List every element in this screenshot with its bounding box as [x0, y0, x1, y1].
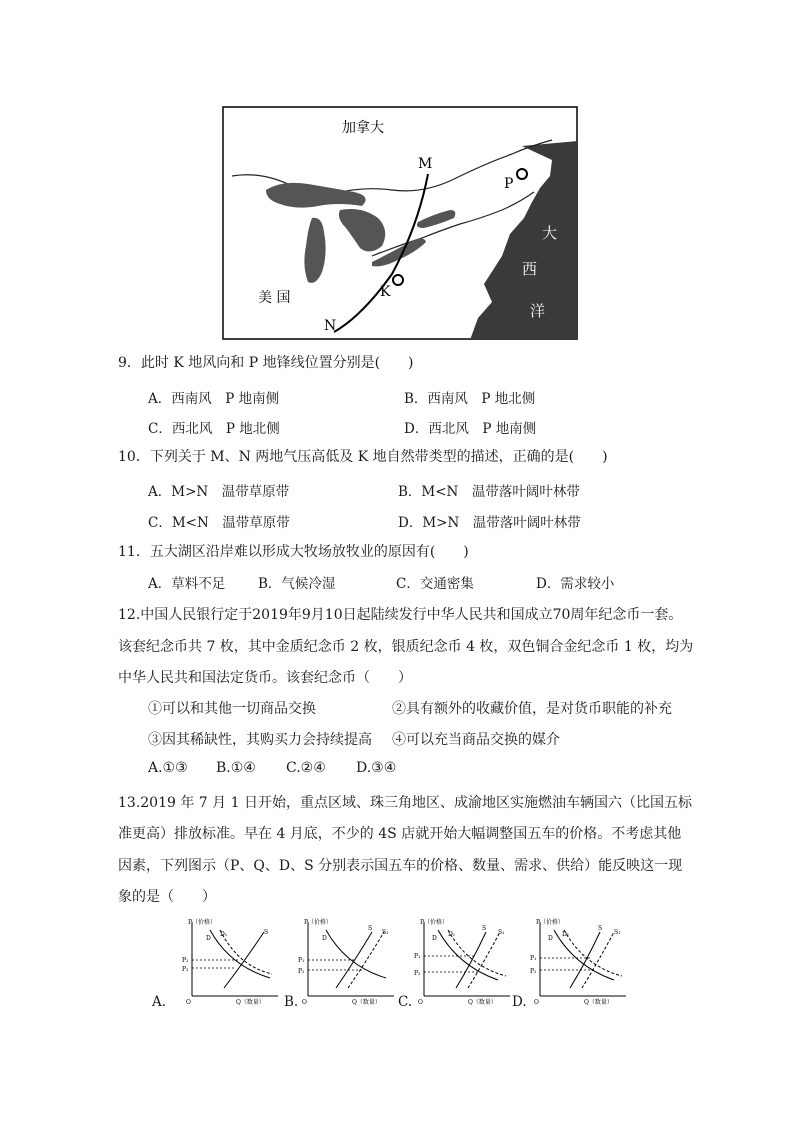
graph-b-axis-p: P（价格）	[304, 919, 333, 926]
graph-b-s1: S₁	[382, 929, 389, 936]
q9-option-d[interactable]: D．西北风 P 地南侧	[404, 421, 537, 437]
graph-d-s: S	[598, 925, 603, 932]
map-graphic	[222, 106, 578, 340]
graph-c-svg	[412, 916, 512, 1006]
graph-a[interactable]	[180, 916, 280, 1006]
q12-item-3: ③因其稀缺性，其购买力会持续提高	[148, 732, 372, 748]
q12-option-d[interactable]: D.③④	[356, 760, 397, 776]
q10-option-d[interactable]: D．M>N 温带落叶阔叶林带	[398, 515, 581, 531]
label-K: K	[380, 284, 391, 300]
label-canada: 加拿大	[342, 120, 384, 136]
graph-c-axis-q: Q（数量）	[468, 999, 497, 1006]
graph-b-p2: P₂	[298, 968, 305, 975]
great-lakes-map	[222, 106, 578, 340]
label-ocean-1: 大	[542, 224, 558, 242]
graph-b-svg	[296, 916, 396, 1006]
graph-d-d: D	[548, 935, 553, 942]
graph-d-origin: O	[534, 999, 539, 1006]
graph-d-p2: P₂	[530, 968, 537, 975]
q12-line-3: 中华人民共和国法定货币。该套纪念币（ ）	[118, 670, 412, 686]
q12-line-1: 12.中国人民银行定于2019年9月10日起陆续发行中华人民共和国成立70周年纪念币一套。	[118, 607, 683, 623]
graph-b-p1: P₁	[298, 957, 305, 964]
graph-d-axis-q: Q（数量）	[584, 999, 613, 1006]
graph-b-d: D	[322, 935, 327, 942]
graph-d-axis-p: P（价格）	[536, 919, 565, 926]
graph-b-origin: O	[302, 999, 307, 1006]
q12-item-2: ②具有额外的收藏价值，是对货币职能的补充	[392, 701, 672, 717]
q10-option-b[interactable]: B．M<N 温带落叶阔叶林带	[398, 484, 580, 500]
q13-option-a-label[interactable]: A.	[152, 994, 167, 1010]
graph-d-svg	[528, 916, 628, 1006]
q12-option-b[interactable]: B.①④	[216, 760, 256, 776]
q10-option-a[interactable]: A．M>N 温带草原带	[148, 484, 290, 500]
graph-a-axis-p: P（价格）	[188, 919, 217, 926]
graph-d[interactable]	[528, 916, 628, 1006]
graph-c-s: S	[482, 925, 487, 932]
q12-line-2: 该套纪念币共 7 枚，其中金质纪念币 2 枚，银质纪念币 4 枚，双色铜合金纪念币 1 枚，均为	[118, 639, 694, 655]
graph-b[interactable]	[296, 916, 396, 1006]
label-ocean-2: 西	[522, 260, 538, 278]
q9-stem: 9．此时 K 地风向和 P 地锋线位置分别是( )	[118, 355, 414, 371]
label-M: M	[418, 156, 433, 172]
graph-d-s1: S₁	[614, 929, 621, 936]
q10-stem: 10．下列关于 M、N 两地气压高低及 K 地自然带类型的描述，正确的是( )	[118, 449, 608, 465]
q11-option-c[interactable]: C．交通密集	[396, 576, 474, 592]
q10-option-c[interactable]: C．M<N 温带草原带	[148, 515, 290, 531]
graph-b-s: S	[368, 925, 373, 932]
q11-option-a[interactable]: A．草料不足	[148, 576, 226, 592]
graph-a-d1: D₁	[220, 931, 228, 938]
graph-a-axis-q: Q（数量）	[236, 999, 265, 1006]
q13-option-d-label[interactable]: D.	[512, 994, 527, 1010]
graph-a-origin: O	[186, 999, 191, 1006]
q12-item-4: ④可以充当商品交换的媒介	[392, 732, 560, 748]
graph-c-p2: P₂	[414, 970, 421, 977]
graph-a-svg	[180, 916, 280, 1006]
graph-c[interactable]	[412, 916, 512, 1006]
q13-line-1: 13.2019 年 7 月 1 日开始，重点区域、珠三角地区、成渝地区实施燃油车辆国六（比国五标	[118, 795, 692, 811]
graph-c-s1: S₁	[498, 929, 505, 936]
q12-option-a[interactable]: A.①③	[148, 760, 188, 776]
graph-c-d1: D₁	[448, 931, 456, 938]
graph-d-p1: P₁	[530, 955, 537, 962]
graph-a-p1: P₁	[182, 957, 189, 964]
graph-c-axis-p: P（价格）	[420, 919, 449, 926]
q12-item-1: ①可以和其他一切商品交换	[148, 701, 316, 717]
graph-c-d: D	[432, 935, 437, 942]
label-N: N	[324, 318, 337, 334]
graph-a-s: S	[264, 929, 269, 936]
graph-c-p1: P₁	[414, 953, 421, 960]
label-ocean-3: 洋	[530, 302, 546, 320]
q13-option-b-label[interactable]: B.	[284, 994, 299, 1010]
q11-option-b[interactable]: B．气候冷湿	[258, 576, 336, 592]
graph-b-axis-q: Q（数量）	[352, 999, 381, 1006]
q13-option-c-label[interactable]: C.	[398, 994, 413, 1010]
q13-line-4: 象的是（ ）	[118, 889, 216, 905]
q13-line-3: 因素，下列图示（P、Q、D、S 分别表示国五车的价格、数量、需求、供给）能反映这一现	[118, 858, 683, 874]
q11-option-d[interactable]: D．需求较小	[536, 576, 615, 592]
label-usa: 美 国	[258, 290, 291, 306]
q13-line-2: 准更高）排放标准。早在 4 月底，不少的 4S 店就开始大幅调整国五车的价格。不考虑其他	[118, 826, 682, 842]
graph-c-origin: O	[418, 999, 423, 1006]
q9-option-a[interactable]: A．西南风 P 地南侧	[148, 391, 280, 407]
q12-option-c[interactable]: C.②④	[286, 760, 326, 776]
graph-a-p2: P₂	[182, 966, 189, 973]
q9-option-c[interactable]: C．西北风 P 地北侧	[148, 421, 280, 437]
graph-d-d1: D₁	[562, 931, 570, 938]
graph-a-d: D	[206, 935, 211, 942]
q9-option-b[interactable]: B．西南风 P 地北侧	[404, 391, 536, 407]
q11-stem: 11．五大湖区沿岸难以形成大牧场放牧业的原因有( )	[118, 544, 469, 560]
label-P: P	[504, 176, 514, 192]
